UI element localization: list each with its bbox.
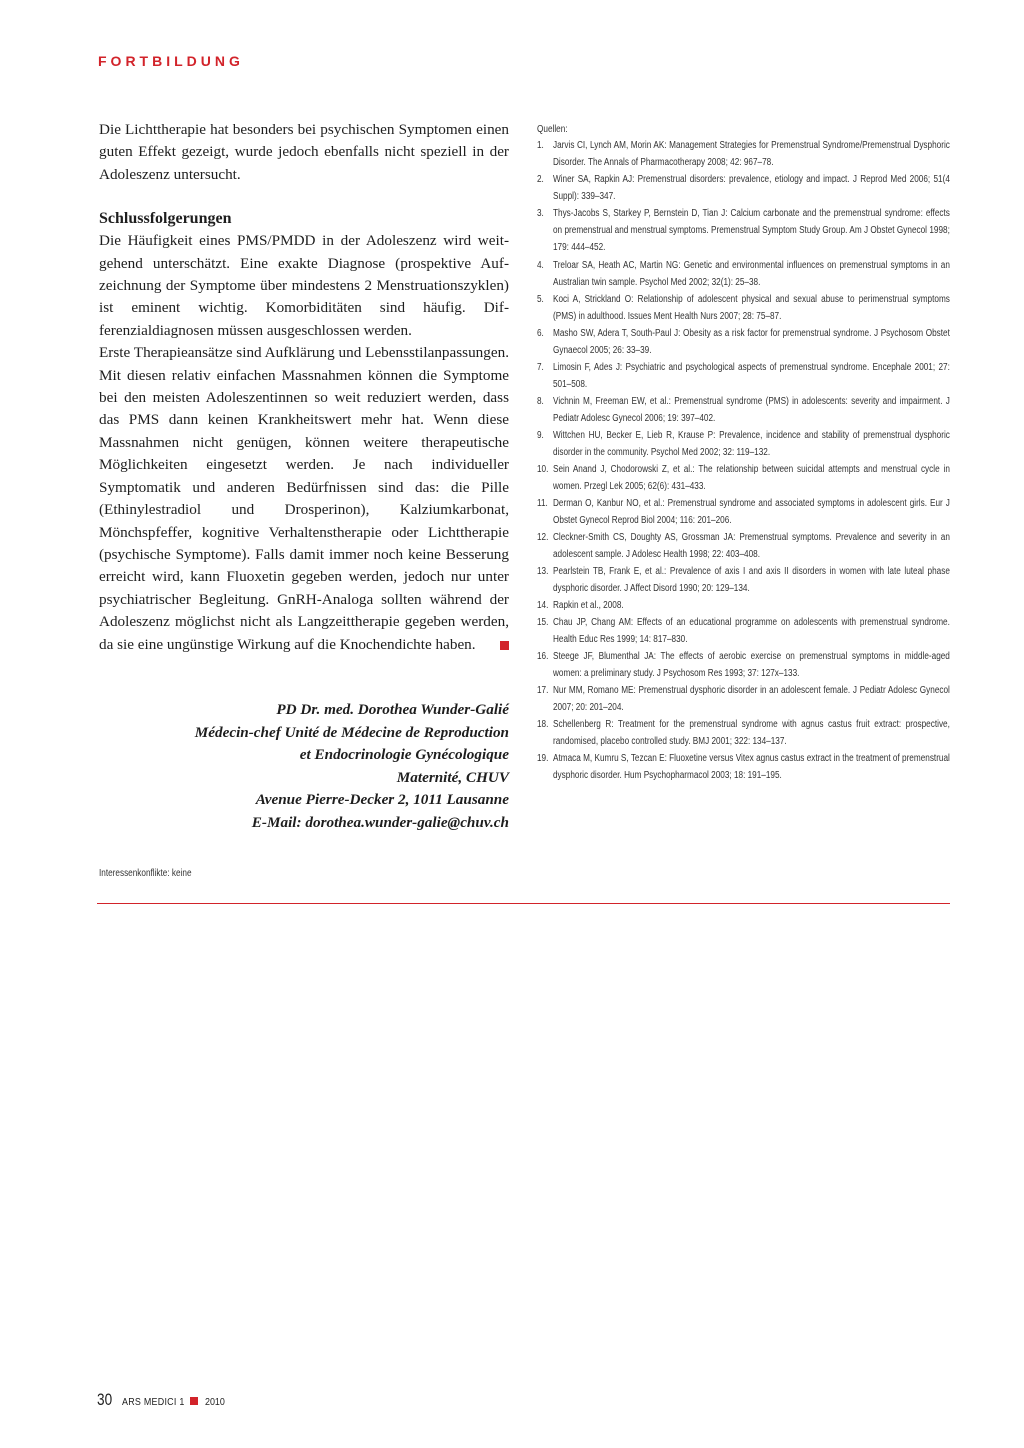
references-list <box>537 122 949 784</box>
reference-number: 15. <box>537 617 549 629</box>
reference-text: Cleckner-Smith CS, Doughty AS, Grossman JA: Premenstrual symptoms. Prevalence and severity in an adolescent sample. J Adolesc Health 1998; 22: 403–408. <box>553 532 950 561</box>
author-name: PD Dr. med. Dorothea Wunder-Galié <box>276 701 509 718</box>
page-number: 30 <box>97 1390 113 1409</box>
reference-text: Treloar SA, Heath AC, Martin NG: Genetic and environmental influences on premenstrual symptoms in an Australian twin sample. Psychol Med 2002; 32(1): 25–38. <box>553 260 950 289</box>
reference-item <box>537 614 949 648</box>
reference-number: 12. <box>537 532 549 543</box>
main-text-column <box>99 119 509 656</box>
reference-number: 1. <box>537 140 544 151</box>
reference-number: 13. <box>537 566 549 577</box>
reference-number: 19. <box>537 753 549 765</box>
references-items <box>537 137 949 784</box>
references-title: Quellen: <box>537 124 568 135</box>
conclusions-paragraph-1: Die Häufigkeit eines PMS/PMDD in der Adoleszenz wird weitgehend unterschätzt. Eine exakte Diagnose (prospektive Aufzeichnung der Symptome über mindestens 2 Menstruationszyklen) ist eminent wichtig. Komorbiditäten sind häufig. Differenzialdiagnosen müssen ausgeschlossen werden. <box>99 232 509 339</box>
conclusions-paragraph-2 <box>99 342 509 656</box>
reference-item <box>537 529 949 563</box>
conflict-of-interest: Interessenkonflikte: keine <box>99 868 192 879</box>
reference-item <box>537 137 949 171</box>
reference-item <box>537 682 949 716</box>
reference-number: 11. <box>537 498 548 509</box>
reference-text: Pearlstein TB, Frank E, et al.: Prevalence of axis I and axis II disorders in women with late luteal phase dysphoric disorder. J Affect Disord 1990; 20: 129–134. <box>553 566 950 595</box>
section-label: FORTBILDUNG <box>98 53 244 69</box>
intro-paragraph: Die Lichttherapie hat besonders bei psychischen Symptomen einen guten Effekt gezeigt, wurde jedoch ebenfalls nicht speziell in der Adoleszenz untersucht. <box>99 121 509 183</box>
reference-item <box>537 393 949 427</box>
reference-number: 2. <box>537 174 544 185</box>
page-footer <box>97 1390 228 1410</box>
reference-item <box>537 359 949 393</box>
reference-item <box>537 257 949 291</box>
journal-year: 2010 <box>204 1396 225 1408</box>
reference-text: Thys-Jacobs S, Starkey P, Bernstein D, Tian J: Calcium carbonate and the premenstrual syndrome: effects on premenstrual and menstrual symptoms. Premenstrual Symptom Study Group. Am J Obstet Gynecol 1998; 179: 444–452. <box>553 208 950 254</box>
author-department: et Endocrinologie Gynécologique <box>299 746 509 764</box>
reference-text: Koci A, Strickland O: Relationship of adolescent physical and sexual abuse to perimenstrual symptoms (PMS) in adulthood. Issues Ment Health Nurs 2007; 28: 75–87. <box>553 294 950 323</box>
reference-text: Atmaca M, Kumru S, Tezcan E: Fluoxetine versus Vitex agnus castus extract in the treatment of premenstrual dysphoric disorder. Hum Psychopharmacol 2003; 18: 191–195. <box>553 753 950 782</box>
author-address: Avenue Pierre-Decker 2, 1011 Lausanne <box>255 791 509 809</box>
reference-number: 3. <box>537 208 544 219</box>
reference-item <box>537 716 949 750</box>
reference-text: Derman O, Kanbur NO, et al.: Premenstrual syndrome and associated symptoms in adolescent girls. Eur J Obstet Gynecol Reprod Biol 2004; 116: 201–206. <box>553 498 950 527</box>
reference-number: 8. <box>537 396 544 407</box>
reference-text: Wittchen HU, Becker E, Lieb R, Krause P: Prevalence, incidence and stability of premenstrual dysphoric disorder in the community. Psychol Med 2002; 32: 119–132. <box>553 430 950 459</box>
reference-item <box>537 648 949 682</box>
journal-name: ARS MEDICI 1 <box>122 1396 185 1408</box>
footer-square-icon <box>190 1397 198 1405</box>
author-email: E-Mail: dorothea.wunder-galie@chuv.ch <box>251 813 509 831</box>
reference-item <box>537 171 949 205</box>
reference-text: Vichnin M, Freeman EW, et al.: Premenstrual syndrome (PMS) in adolescents: severity and impairment. J Pediatr Adolesc Gynecol 2006; 19: 397–402. <box>553 396 950 425</box>
reference-number: 4. <box>537 260 544 271</box>
reference-number: 16. <box>537 651 549 663</box>
reference-text: Chau JP, Chang AM: Effects of an educational programme on adolescents with premenstrual syndrome. Health Educ Res 1999; 14: 817–830. <box>553 617 950 646</box>
reference-item <box>537 325 949 359</box>
reference-item <box>537 563 949 597</box>
reference-number: 6. <box>537 328 544 339</box>
reference-item <box>537 750 949 784</box>
reference-item <box>537 291 949 325</box>
conclusions-heading: Schlussfolgerungen <box>99 210 232 228</box>
reference-item <box>537 205 949 257</box>
reference-number: 9. <box>537 430 544 441</box>
reference-text: Limosin F, Ades J: Psychiatric and psychological aspects of premenstrual syndrome. Encephale 2001; 27: 501–508. <box>553 362 950 391</box>
reference-text: Winer SA, Rapkin AJ: Premenstrual disorders: prevalence, etiology and impact. J Reprod Med 2006; 51(4 Suppl): 339–347. <box>553 174 950 203</box>
reference-number: 7. <box>537 362 544 373</box>
reference-number: 17. <box>537 685 549 697</box>
author-role: Médecin-chef Unité de Médecine de Reproduction <box>194 723 509 741</box>
reference-item <box>537 597 949 614</box>
end-of-article-marker <box>500 641 509 650</box>
reference-text: Jarvis CI, Lynch AM, Morin AK: Management Strategies for Premenstrual Syndrome/Premenstrual Dysphoric Disorder. The Annals of Pharmacotherapy 2008; 42: 967–78. <box>553 140 950 169</box>
reference-number: 14. <box>537 600 549 611</box>
section-divider <box>97 903 950 904</box>
reference-text: Steege JF, Blumenthal JA: The effects of aerobic exercise on premenstrual symptoms in middle-aged women: a preliminary study. J Psychosom Res 1993; 37: 127x–133. <box>553 651 950 680</box>
reference-number: 18. <box>537 719 549 731</box>
author-unit: Maternité, CHUV <box>396 768 509 786</box>
reference-item <box>537 461 949 495</box>
reference-number: 10. <box>537 464 549 475</box>
author-block <box>99 699 509 835</box>
reference-item <box>537 495 949 529</box>
reference-item <box>537 427 949 461</box>
reference-text: Sein Anand J, Chodorowski Z, et al.: The relationship between suicidal attempts and menstrual cycle in women. Przegl Lek 2005; 62(6): 431–433. <box>553 464 950 493</box>
reference-number: 5. <box>537 294 544 305</box>
reference-text: Masho SW, Adera T, South-Paul J: Obesity as a risk factor for premenstrual syndrome. J Psychosom Obstet Gynaecol 2005; 26: 33–39. <box>553 328 950 357</box>
reference-text: Nur MM, Romano ME: Premenstrual dysphoric disorder in an adolescent female. J Pediatr Adolesc Gynecol 2007; 20: 201–204. <box>553 685 950 714</box>
reference-text: Rapkin et al., 2008. <box>553 600 624 611</box>
conclusions-paragraph-2-text: Erste Therapieansätze sind Aufklärung und Lebensstilanpassungen. Mit diesen relativ einfachen Massnahmen können die Symptome bei den meisten Adoleszentinnen so weit reduziert werden, dass das PMS dann keinen Krankheitswert mehr hat. Wenn diese Massnahmen nicht genügen, können weitere therapeutische Möglichkeiten eingesetzt werden. Je nach individueller Symptomatik und anderen Bedürfnissen sind das: die Pille (Ethinylestradiol und Drosperinon), Kalziumkarbonat, Mönchspfeffer, kognitive Verhaltenstherapie oder Lichttherapie (psychische Symptome). Falls damit immer noch keine Besserung erreicht wird, kann Fluoxetin gegeben werden, jedoch nur unter psychiatrischer Begleitung. GnRH-Analoga sollten während der Adoleszenz möglichst nicht als Langzeittherapie gegeben werden, da sie eine ungünstige Wirkung auf die Knochendichte haben. <box>99 344 509 653</box>
reference-text: Schellenberg R: Treatment for the premenstrual syndrome with agnus castus fruit extract: prospective, randomised, placebo controlled study. BMJ 2001; 322: 134–137. <box>553 719 950 748</box>
